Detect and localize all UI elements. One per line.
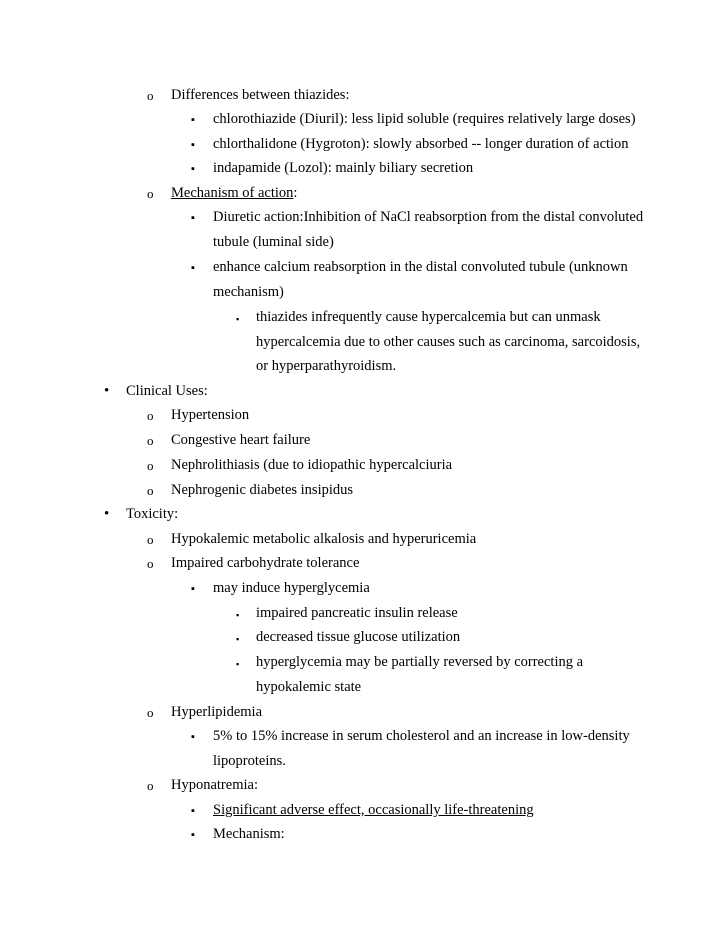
outline-line: indapamide (Lozol): mainly biliary secretion	[213, 160, 474, 176]
bullet-circle: o	[147, 705, 154, 720]
bullet-circle: o	[147, 556, 154, 571]
bullet-disc: •	[104, 383, 110, 399]
outline-line: chlorthalidone (Hygroton): slowly absorbed -- longer duration of action	[213, 136, 629, 152]
bullet-square: ▪	[191, 583, 195, 595]
bullet-disc: •	[104, 506, 110, 522]
bullet-circle: o	[147, 186, 154, 201]
bullet-square-small: ▪	[236, 610, 240, 620]
outline-line: Impaired carbohydrate tolerance	[171, 555, 360, 571]
outline-line: hyperglycemia may be partially reversed by correcting a	[256, 654, 584, 670]
bullet-circle: o	[147, 483, 154, 498]
outline-line	[213, 801, 534, 819]
bullet-circle: o	[147, 458, 154, 473]
bullet-square: ▪	[191, 212, 195, 224]
underlined-text: Significant adverse effect, occasionally life-threatening	[213, 802, 534, 818]
outline-line: Nephrolithiasis (due to idiopathic hypercalciuria	[171, 457, 453, 473]
bullet-square: ▪	[191, 805, 195, 817]
outline-line: Hyperlipidemia	[171, 704, 263, 720]
outline-line-heading	[171, 184, 297, 202]
outline-line: enhance calcium reabsorption in the distal convoluted tubule (unknown	[213, 259, 628, 275]
outline-line-heading: Clinical Uses:	[126, 383, 208, 399]
bullet-circle: o	[147, 88, 154, 103]
outline-line-heading: Toxicity:	[126, 506, 179, 522]
text-suffix: :	[293, 185, 298, 201]
bullet-square: ▪	[191, 163, 195, 175]
bullet-circle: o	[147, 433, 154, 448]
bullet-square: ▪	[191, 829, 195, 841]
outline-line: chlorothiazide (Diuril): less lipid soluble (requires relatively large doses)	[213, 111, 636, 127]
outline-line: Congestive heart failure	[171, 432, 311, 448]
bullet-circle: o	[147, 408, 154, 423]
bullet-square: ▪	[191, 114, 195, 126]
outline-line-continuation: mechanism)	[213, 284, 284, 300]
outline-line-continuation: lipoproteins.	[213, 753, 286, 769]
outline-line-continuation: tubule (luminal side)	[213, 234, 334, 250]
bullet-square-small: ▪	[236, 659, 240, 669]
outline-line: Differences between thiazides:	[171, 87, 350, 103]
outline-line: Hypertension	[171, 407, 250, 423]
bullet-square-small: ▪	[236, 634, 240, 644]
bullet-square: ▪	[191, 731, 195, 743]
outline-line: 5% to 15% increase in serum cholesterol and an increase in low-density	[213, 728, 630, 744]
bullet-square: ▪	[191, 262, 195, 274]
bullet-square-small: ▪	[236, 314, 240, 324]
outline-line: Hypokalemic metabolic alkalosis and hyperuricemia	[171, 531, 477, 547]
bullet-circle: o	[147, 778, 154, 793]
outline-line-continuation: or hyperparathyroidism.	[256, 358, 397, 374]
outline-line: Mechanism:	[213, 826, 285, 842]
outline-line: Hyponatremia:	[171, 777, 258, 793]
outline-line: Nephrogenic diabetes insipidus	[171, 482, 354, 498]
bullet-circle: o	[147, 532, 154, 547]
outline-line: thiazides infrequently cause hypercalcemia but can unmask	[256, 309, 601, 325]
outline-line-continuation: hypercalcemia due to other causes such as carcinoma, sarcoidosis,	[256, 334, 641, 350]
bullet-square: ▪	[191, 139, 195, 151]
outline-line: may induce hyperglycemia	[213, 580, 370, 596]
outline-line: Diuretic action:Inhibition of NaCl reabsorption from the distal convoluted	[213, 209, 644, 225]
outline-line: decreased tissue glucose utilization	[256, 629, 461, 645]
underlined-text: Mechanism of action	[171, 185, 294, 201]
outline-line: impaired pancreatic insulin release	[256, 605, 458, 621]
outline-line-continuation: hypokalemic state	[256, 679, 362, 695]
